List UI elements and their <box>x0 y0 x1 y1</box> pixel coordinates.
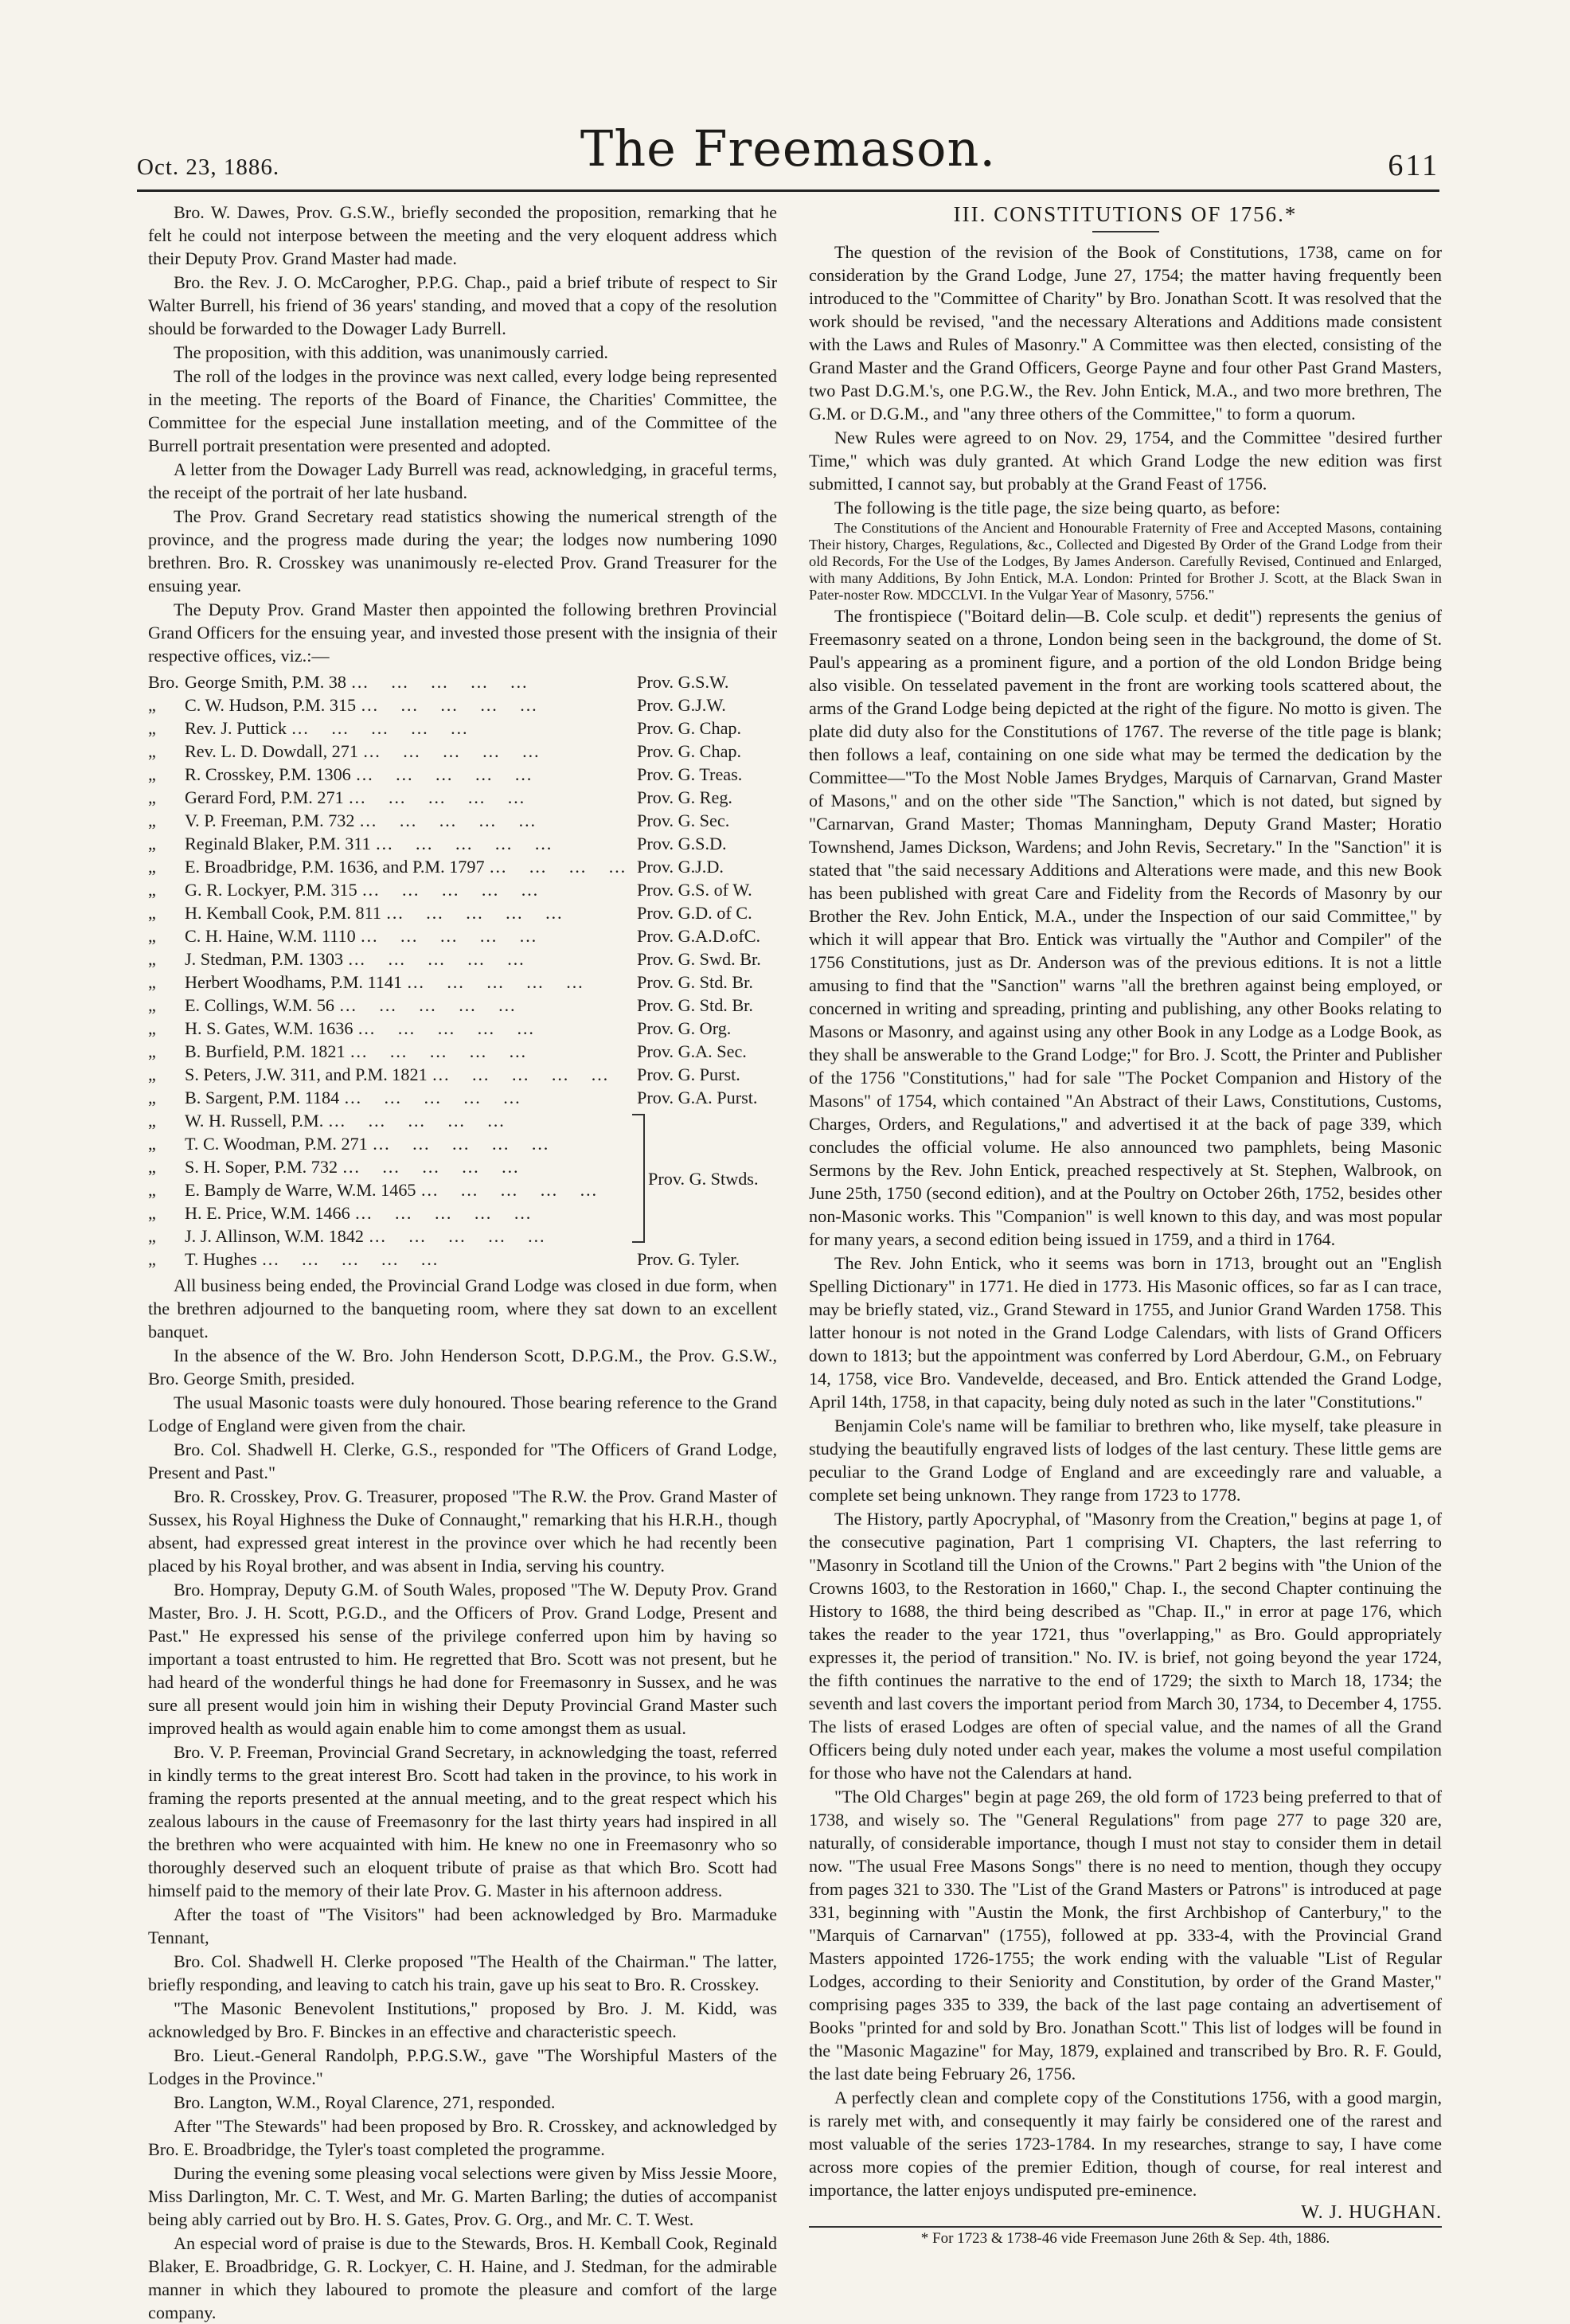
officer-name: Gerard Ford, P.M. 271 … … … … … <box>185 786 637 809</box>
officer-name: W. H. Russell, P.M. … … … … … <box>185 1109 632 1132</box>
author-signature: W. J. HUGHAN. <box>1301 2202 1442 2223</box>
officer-office: Prov. G.J.W. <box>637 695 726 715</box>
officer-name: S. Peters, J.W. 311, and P.M. 1821 … … … … … <box>185 1063 637 1086</box>
paragraph: Bro. R. Crosskey, Prov. G. Treasurer, proposed "The R.W. the Prov. Grand Master of Sussex, his Royal Highness the Duke of Connaught," remarking that his H.R.H., though absent, had expressed great interest in the province over which he had recently been placed by his Royal brother, and was absent in India, serving his country. <box>148 1486 777 1576</box>
officer-name: Herbert Woodhams, P.M. 1141 … … … … … <box>185 971 637 994</box>
paragraph: After the toast of "The Visitors" had been acknowledged by Bro. Marmaduke Tennant, <box>148 1904 777 1947</box>
officer-prefix: „ <box>148 787 156 807</box>
paragraph: Bro. Langton, W.M., Royal Clarence, 271, responded. <box>174 2092 556 2112</box>
officer-office: Prov. G.S.D. <box>637 834 727 853</box>
issue-date: Oct. 23, 1886. <box>137 154 280 180</box>
officer-prefix: „ <box>148 741 156 761</box>
officer-row <box>148 1086 777 1109</box>
officer-row <box>148 947 777 971</box>
paragraph: The proposition, with this addition, was unanimously carried. <box>174 342 608 362</box>
paragraph: An especial word of praise is due to the Stewards, Bros. H. Kemball Cook, Reginald Blaker, E. Broadbridge, G. R. Lockyer, C. H. Haine, and J. Stedman, for the admirable manner in which they laboured to promote the pleasure and comfort of the large company. <box>148 2233 777 2322</box>
paragraph: The frontispiece ("Boitard delin—B. Cole sculp. et dedit") represents the genius of Freemasonry seated on a throne, London being seen in the background, the dome of St. Paul's appearing as a prominent figure, and a portion of the old London Bridge being also visible. On tesselated pavement in the front are working tools scattered about, the arms of the Grand Lodge being depicted at the right of the figure. No motto is given. The plate did duty also for the Constitutions of 1767. The reverse of the title page is blank; then follows a leaf, containing on one side what may be termed the dedication by the Committee—"To the Most Noble James Brydges, Marquis of Carnarvan, Grand Master of Masons," and on the other side "The Sanction," which is not dated, but signed by "Carnarvan, Grand Master; Thomas Manningham, Deputy Grand Master; Horatio Townshend, James Dickson, Wardens; and John Revis, Secretary." In the "Sanction" it is stated that "the said necessary Additions and Alterations were made, and this new Book has been published with great Care and Fidelity from the Records of Masonry by our Brother the Rev. John Entick, M.A., under the Inspection of our said Committee," by which it will appear that Bro. Entick was virtually the "Author and Compiler" of the 1756 Constitutions, just as Dr. Anderson was of the previous editions. It is not a little amusing to find that the "Sanction" warns "all the brethren against being employed, or concerned in writing and spreading, printing and publishing, any other Books relating to Masons or Masonry, and against using any other Book in any Lodge as a Lodge Book, as they shall be answerable to the Grand Lodge;" for Bro. J. Scott, the Printer and Publisher of the 1756 "Constitutions," had for sale "The Pocket Companion and History of the Masons" of 1754, which contained "An Abstract of their Laws, Constitutions, Customs, Charges, Orders, and Regulations," and advertised it at the back of page 339, which concludes the official volume. He also announced two pamphlets, being Masonic Sermons by the Rev. John Entick, preached respectively at St. Stephen, Walbrook, on June 25th, 1750 (second edition), and at the Poultry on October 26th, 1752, besides other non-Masonic works. This "Companion" is well known to this day, and was most popular for many years, a second edition being issued in 1759, and a third in 1764. <box>809 606 1442 1249</box>
officer-row <box>148 924 777 947</box>
title-rule <box>1092 231 1159 232</box>
officer-row <box>148 832 777 855</box>
officer-office: Prov. G. Org. <box>637 1018 732 1038</box>
officer-prefix: „ <box>148 1134 156 1154</box>
officer-name: B. Burfield, P.M. 1821 … … … … … <box>185 1040 637 1063</box>
officer-name: J. J. Allinson, W.M. 1842 … … … … … <box>185 1224 632 1248</box>
right-column <box>809 201 1442 2248</box>
officer-name: T. Hughes … … … … … <box>185 1248 637 1271</box>
officer-prefix: „ <box>148 949 156 969</box>
paragraph: Benjamin Cole's name will be familiar to brethren who, like myself, take pleasure in studying the beautifully engraved lists of lodges of the last century. These little gems are peculiar to the Grand Lodge of England and are exceedingly rare and valuable, a complete set being unknown. They range from 1723 to 1778. <box>809 1416 1442 1505</box>
officer-row <box>148 717 777 740</box>
officer-prefix: „ <box>148 695 156 715</box>
officer-prefix: „ <box>148 1249 156 1269</box>
paragraph: "The Old Charges" begin at page 269, the old form of 1723 being preferred to that of 1738, and wisely so. The "General Regulations" from page 277 to page 320 are, naturally, of considerable importance, though I must not stay to consider them in detail now. "The usual Free Masons Songs" there is no need to mention, though they occupy from pages 321 to 330. The "List of the Grand Masters or Patrons" is introduced at page 331, beginning with "Austin the Monk, the first Archbishop of Canterbury," to the "Marquis of Carnarvan" (1755), followed at pp. 333-4, with the Provincial Grand Masters appointed 1726-1755; the work ending with the valuable "List of Regular Lodges, according to their Seniority and Constitution, by order of the Grand Master," comprising pages 335 to 339, the back of the last page containg an advertisement of Books "printed for and sold by Bro. Jonathan Scott." This list of lodges will be found in the "Masonic Magazine" for May, 1879, explained and transcribed by Bro. R. F. Gould, the last date being February 26, 1756. <box>809 1787 1442 2084</box>
paragraph: The question of the revision of the Book of Constitutions, 1738, came on for consideration by the Grand Lodge, June 27, 1754; the matter having frequently been introduced to the "Committee of Charity" by Bro. Jonathan Scott. It was resolved that the work should be revised, "and the necessary Alterations and Additions made consistent with the Laws and Rules of Masonry." A Committee was then elected, consisting of the Grand Master and the Grand Officers, George Payne and four other Past Grand Masters, two Past D.G.M.'s, one P.G.W., the Rev. John Entick, M.A., and two more brethren, The G.M. or D.G.M., and "any three others of the Committee," to form a quorum. <box>809 242 1442 424</box>
paragraph: A letter from the Dowager Lady Burrell was read, acknowledging, in graceful terms, the receipt of the portrait of her late husband. <box>148 459 777 502</box>
steward-row <box>148 1109 632 1132</box>
paragraph: "The Masonic Benevolent Institutions," proposed by Bro. J. M. Kidd, was acknowledged by Bro. F. Binckes in an effective and characteristic speech. <box>148 1998 777 2041</box>
officer-name: E. Collings, W.M. 56 … … … … … <box>185 994 637 1017</box>
officer-name: R. Crosskey, P.M. 1306 … … … … … <box>185 763 637 786</box>
paragraph: The Rev. John Entick, who it seems was born in 1713, brought out an "English Spelling Dictionary" in 1771. He died in 1773. His Masonic offices, so far as I can trace, may be briefly stated, viz., Grand Steward in 1755, and Junior Grand Warden 1758. This latter honour is not noted in the Grand Lodge Calendars, with lists of Grand Officers down to 1813; but the appointment was conferred by Lord Aberdour, G.M., on February 14, 1758, vice Bro. Vandevelde, deceased, and Bro. Entick attended the Grand Lodge, April 14th, 1758, in that capacity, being duly noted as such in the later "Constitutions." <box>809 1253 1442 1412</box>
paragraph: Bro. Col. Shadwell H. Clerke proposed "The Health of the Chairman." The latter, briefly responding, and leaving to catch his train, gave up his seat to Bro. R. Crosskey. <box>148 1951 777 1994</box>
officer-prefix: „ <box>148 1157 156 1177</box>
article-title: III. CONSTITUTIONS OF 1756.* <box>953 202 1298 226</box>
officer-office: Prov. G. Treas. <box>637 764 743 784</box>
left-column <box>148 201 777 2324</box>
officer-row <box>148 855 777 878</box>
officer-prefix: „ <box>148 903 156 923</box>
officer-prefix: „ <box>148 1064 156 1084</box>
footnote: * For 1723 & 1738-46 vide Freemason June 26th & Sep. 4th, 1886. <box>920 2230 1330 2247</box>
officer-office: Prov. G.S.W. <box>637 672 729 692</box>
officer-office: Prov. G. Chap. <box>637 741 742 761</box>
paragraph: All business being ended, the Provincial Grand Lodge was closed in due form, when the brethren adjourned to the banqueting room, where they sat down to an excellent banquet. <box>148 1275 777 1342</box>
officer-prefix: „ <box>148 1203 156 1223</box>
paragraph: Bro. the Rev. J. O. McCarogher, P.P.G. Chap., paid a brief tribute of respect to Sir Walter Burrell, his friend of 36 years' standing, and moved that a copy of the resolution should be forwarded to the Dowager Lady Burrell. <box>148 272 777 338</box>
officer-row <box>148 878 777 901</box>
paragraph: The roll of the lodges in the province was next called, every lodge being represented in the meeting. The reports of the Board of Finance, the Charities' Committee, the Committee for the especial June installation meeting, and of the Committee of the Burrell portrait presentation were presented and adopted. <box>148 366 777 455</box>
steward-row <box>148 1132 632 1155</box>
paragraph: The Prov. Grand Secretary read statistics showing the numerical strength of the province, and the progress made during the year; the lodges now numbering 1090 brethren. Bro. R. Crosskey was unanimously re-elected Prov. Grand Treasurer for the ensuing year. <box>148 506 777 596</box>
officer-name: C. W. Hudson, P.M. 315 … … … … … <box>185 693 637 717</box>
officer-row <box>148 740 777 763</box>
officer-office: Prov. G.D. of C. <box>637 903 752 923</box>
officer-row-tyler <box>148 1248 777 1271</box>
paragraph: The usual Masonic toasts were duly honoured. Those bearing reference to the Grand Lodge of England were given from the chair. <box>148 1392 777 1435</box>
officer-office: Prov. G. Tyler. <box>637 1249 740 1269</box>
officer-office: Prov. G.S. of W. <box>637 880 752 900</box>
footnote-rule <box>809 2226 1442 2228</box>
stewards-brace <box>632 1114 645 1243</box>
officer-prefix: „ <box>148 834 156 853</box>
paragraph: Bro. W. Dawes, Prov. G.S.W., briefly seconded the proposition, remarking that he felt he could not interpose between the meeting and the very eloquent address which their Deputy Prov. Grand Master had made. <box>148 202 777 268</box>
officer-prefix: „ <box>148 1180 156 1200</box>
paragraph: In the absence of the W. Bro. John Henderson Scott, D.P.G.M., the Prov. G.S.W., Bro. George Smith, presided. <box>148 1346 777 1389</box>
officer-office: Prov. G.A. Sec. <box>637 1041 747 1061</box>
officer-name: T. C. Woodman, P.M. 271 … … … … … <box>185 1132 632 1155</box>
newspaper-title: The Freemason. <box>580 119 997 178</box>
officer-name: V. P. Freeman, P.M. 732 … … … … … <box>185 809 637 832</box>
officer-row <box>148 786 777 809</box>
officer-name: Rev. J. Puttick … … … … … <box>185 717 637 740</box>
paragraph: The History, partly Apocryphal, of "Masonry from the Creation," begins at page 1, of the consecutive pagination, Part 1 comprising VI. Chapters, the last referring to "Masonry in Scotland till the Union of the Crowns." Part 2 begins with "the Union of the Crowns 1603, to the Restoration in 1660," Chap. I., the second Chapter continuing the History to 1688, the third being described as "Chap. II.," in error at page 176, which takes the reader to the year 1721, thus "overlapping," as Bro. Gould appropriately expresses it, the period of transition." No. IV. is brief, not going beyond the year 1724, the fifth continues the narrative to the end of 1729; the sixth to March 18, 1734; the seventh and last covers the important period from March 30, 1734, to December 4, 1755. The lists of erased Lodges are often of special value, and the names of all the Grand Officers being duly noted under each year, makes the volume a most useful compilation for those who have not the Calendars at hand. <box>809 1509 1442 1783</box>
steward-row <box>148 1201 632 1224</box>
officer-name: J. Stedman, P.M. 1303 … … … … … <box>185 947 637 971</box>
officer-row <box>148 901 777 924</box>
officer-prefix: „ <box>148 810 156 830</box>
officer-office: Prov. G. Std. Br. <box>637 995 753 1015</box>
officer-office: Prov. G. Reg. <box>637 787 732 807</box>
officers-list <box>148 670 777 1271</box>
officer-prefix: „ <box>148 926 156 946</box>
officer-row <box>148 994 777 1017</box>
officer-name: H. S. Gates, W.M. 1636 … … … … … <box>185 1017 637 1040</box>
officer-prefix: Bro. <box>148 672 179 692</box>
officer-row <box>148 1040 777 1063</box>
paragraph: After "The Stewards" had been proposed by Bro. R. Crosskey, and acknowledged by Bro. E. Broadbridge, the Tyler's toast completed the programme. <box>148 2116 777 2159</box>
officer-rows <box>148 670 777 1109</box>
officer-prefix: „ <box>148 995 156 1015</box>
paragraph: During the evening some pleasing vocal selections were given by Miss Jessie Moore, Miss Darlington, Mr. C. T. West, and Mr. G. Marten Barling; the duties of accompanist being ably carried out by Bro. H. S. Gates, Prov. G. Org., and Mr. C. T. West. <box>148 2163 777 2229</box>
officer-office: Prov. G. Std. Br. <box>637 972 753 992</box>
officer-prefix: „ <box>148 1041 156 1061</box>
steward-row <box>148 1178 632 1201</box>
officer-name: B. Sargent, P.M. 1184 … … … … … <box>185 1086 637 1109</box>
officer-name: E. Broadbridge, P.M. 1636, and P.M. 1797 … … … … … <box>185 855 637 878</box>
officer-name: Reginald Blaker, P.M. 311 … … … … … <box>185 832 637 855</box>
paragraph: Bro. Lieut.-General Randolph, P.P.G.S.W., gave "The Worshipful Masters of the Lodges in the Province." <box>148 2045 777 2088</box>
officer-office: Prov. G. Purst. <box>637 1064 740 1084</box>
officer-row <box>148 971 777 994</box>
paragraph: Bro. Hompray, Deputy G.M. of South Wales, proposed "The W. Deputy Prov. Grand Master, Bro. J. H. Scott, P.G.D., and the Officers of Prov. Grand Lodge, Present and Past." He expressed his sense of the privilege conferred upon him by having so important a toast entrusted to him. He regretted that Bro. Scott was not present, but he had heard of the wonderful things he had done for Freemasonry in Sussex, and he was sure all present would join him in wishing their Deputy Provincial Grand Master such improved health as would again enable him to come amongst them as usual. <box>148 1580 777 1738</box>
officer-prefix: „ <box>148 1018 156 1038</box>
officer-prefix: „ <box>148 1111 156 1131</box>
paragraph: The following is the title page, the size being quarto, as before: <box>834 498 1281 518</box>
officer-office: Prov. G. Chap. <box>637 718 742 738</box>
officer-row <box>148 1017 777 1040</box>
steward-row <box>148 1224 632 1248</box>
officer-row <box>148 670 777 693</box>
officer-name: H. Kemball Cook, P.M. 811 … … … … … <box>185 901 637 924</box>
steward-rows <box>148 1109 632 1248</box>
officer-office: Prov. G.J.D. <box>637 857 724 877</box>
officer-name: Rev. L. D. Dowdall, 271 … … … … … <box>185 740 637 763</box>
officer-office: Prov. G.A.D.ofC. <box>637 926 761 946</box>
officer-prefix: „ <box>148 764 156 784</box>
paragraph: Bro. V. P. Freeman, Provincial Grand Secretary, in acknowledging the toast, referred in kindly terms to the great interest Bro. Scott had taken in the province, to his work in framing the reports presented at the annual meeting, and to the great respect which his zealous labours in the cause of Freemasonry for the last thirty years had inspired in all the brethren who were acquainted with him. He knew no one in Freemasonry who so thoroughly deserved such an eloquent tribute of praise as that which Bro. Scott had himself paid to the memory of their late Prov. G. Master in his afternoon address. <box>148 1742 777 1900</box>
officer-name: E. Bamply de Warre, W.M. 1465 … … … … … <box>185 1178 632 1201</box>
officer-prefix: „ <box>148 972 156 992</box>
masthead <box>137 119 1439 188</box>
officer-name: C. H. Haine, W.M. 1110 … … … … … <box>185 924 637 947</box>
officer-office: Prov. G. Swd. Br. <box>637 949 761 969</box>
officer-prefix: „ <box>148 1088 156 1107</box>
officer-prefix: „ <box>148 718 156 738</box>
officer-row <box>148 809 777 832</box>
page-number: 611 <box>1388 149 1439 182</box>
officer-row <box>148 763 777 786</box>
officer-office: Prov. G. Sec. <box>637 810 730 830</box>
officer-name: George Smith, P.M. 38 … … … … … <box>185 670 637 693</box>
paragraph: A perfectly clean and complete copy of the Constitutions 1756, with a good margin, is rarely met with, and consequently it may fairly be considered one of the rarest and most valuable of the series 1723-1784. In my researches, strange to say, I have come across more copies of the premier Edition, though of course, for real interest and importance, the latter enjoys undisputed pre-eminence. <box>809 2088 1442 2200</box>
stewards-office: Prov. G. Stwds. <box>648 1168 759 1189</box>
paragraph: Bro. Col. Shadwell H. Clerke, G.S., responded for "The Officers of Grand Lodge, Present and Past." <box>148 1439 777 1482</box>
officer-prefix: „ <box>148 1226 156 1246</box>
officer-office: Prov. G.A. Purst. <box>637 1088 758 1107</box>
officer-prefix: „ <box>148 880 156 900</box>
officer-prefix: „ <box>148 857 156 877</box>
stewards-group <box>148 1109 777 1248</box>
title-page-quotation: The Constitutions of the Ancient and Honourable Fraternity of Free and Accepted Masons, containing Their history, Charges, Regulations, &c., Collected and Digested By Order of the Grand Lodge from their old Records, For the Use of the Lodges, By James Anderson. Carefully Revised, Continued and Enlarged, with many Additions, By John Entick, M.A. London: Printed for Brother J. Scott, at the Black Swan in Pater-noster Row. MDCCLVI. In the Vulgar Year of Masonry, 5756." <box>809 520 1442 603</box>
officer-row <box>148 693 777 717</box>
paragraph: The Deputy Prov. Grand Master then appointed the following brethren Provincial Grand Officers for the ensuing year, and invested those present with the insignia of their respective offices, viz.:— <box>148 600 777 666</box>
officer-name: H. E. Price, W.M. 1466 … … … … … <box>185 1201 632 1224</box>
officer-name: G. R. Lockyer, P.M. 315 … … … … … <box>185 878 637 901</box>
paragraph: New Rules were agreed to on Nov. 29, 1754, and the Committee "desired further Time," which was duly granted. At which Grand Lodge the new edition was first submitted, I cannot say, but probably at the Grand Feast of 1756. <box>809 428 1442 494</box>
header-rule <box>137 189 1439 192</box>
officer-name: S. H. Soper, P.M. 732 … … … … … <box>185 1155 632 1178</box>
officer-row <box>148 1063 777 1086</box>
steward-row <box>148 1155 632 1178</box>
